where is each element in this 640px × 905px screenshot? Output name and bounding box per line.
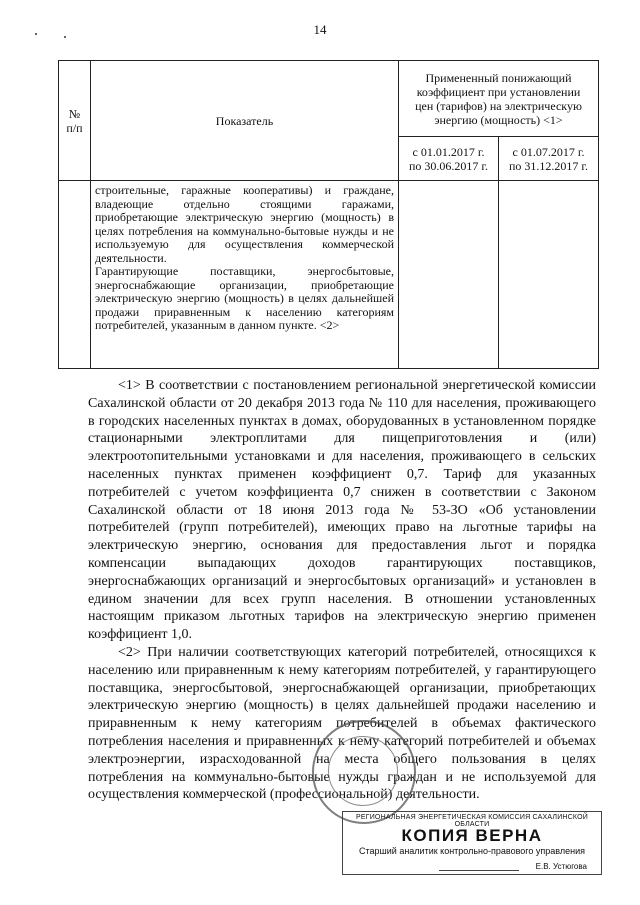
header-period-1: с 01.01.2017 г. по 30.06.2017 г. [399, 137, 499, 181]
row-period-1 [399, 181, 499, 369]
row-num [59, 181, 91, 369]
tariff-coefficient-table [58, 60, 599, 369]
header-coefficient: Примененный понижающий коэффициент при установлении цен (тарифов) на электрическую энергию (мощность) <1> [399, 61, 599, 137]
stamp-signatory: Е.В. Устюгова [535, 862, 587, 871]
signature-line [439, 870, 519, 871]
round-seal [312, 720, 416, 824]
row-indicator [91, 181, 399, 369]
footnote-2: <2> При наличии соответствующих категорий потребителей, относящихся к населению или приравненным к нему категориям потребителей, у гарантирующего поставщика, энергосбытовой, энергоснабжающей организации, приобретающих электрическую энергию (мощность) в целях дальнейшей продажи населению и приравненным к нему категориям потребителей в объемах фактического потребления населения и приравненных к нему категорий потребителей и объемах электроэнергии, израсходованной на места общего пользования в целях потребления на коммунально-бытовые нужды граждан и не используемой для осуществления коммерческой (профессиональной) деятельности. [88, 644, 596, 803]
scan-speck [64, 36, 66, 38]
table-row [59, 181, 599, 369]
header-period-2: с 01.07.2017 г. по 31.12.2017 г. [499, 137, 599, 181]
row-text-suppliers: Гарантирующие поставщики, энергосбытовые, энергоснабжающие организации, приобретающие электрическую энергию (мощность) в целях дальнейшей продажи приравненным к населению категориям потребителей, указанным в данном пункте. <2> [95, 264, 394, 332]
row-text-consumers: строительные, гаражные кооперативы) и граждане, владеющие отдельно стоящими гаражами, приобретающие электрическую энергию (мощность) в целях потребления на коммунально-бытовые нужды и не используемую для осуществления коммерческой деятельности. [95, 183, 394, 265]
row-period-2 [499, 181, 599, 369]
stamp-title: КОПИЯ ВЕРНА [401, 826, 543, 845]
copy-certified-stamp [342, 811, 602, 875]
header-indicator: Показатель [91, 61, 399, 181]
page-number: 14 [313, 22, 327, 37]
scan-speck [35, 33, 37, 35]
stamp-role: Старший аналитик контрольно-правового управления [359, 846, 585, 856]
footnote-1: <1> В соответствии с постановлением региональной энергетической комиссии Сахалинской области от 20 декабря 2013 года № 110 для населения, проживающего в городских населенных пунктах в домах, оборудованных в установленном порядке стационарными электроплитами для пищеприготовления и (или) электроотопительными установками и для населения, проживающего в сельских населенных пунктах применен коэффициент 0,7. Тариф для указанных потребителей с учетом коэффициента 0,7 снижен в соответствии с Законом Сахалинской области от 18 июня 2013 года № 53-ЗО «Об установлении потребителей (групп потребителей), имеющих право на льготные тарифы на электрическую энергию, основания для предоставления льгот и порядка компенсации выпадающих доходов гарантирующих поставщиков, энергоснабжающих организаций и энергосбытовых организаций» и установлен в едином значении для всех групп населения. В отношении установленных настоящим приказом льготных тарифов на электрическую энергию применен коэффициент 1,0. [88, 378, 596, 643]
stamp-organization: РЕГИОНАЛЬНАЯ ЭНЕРГЕТИЧЕСКАЯ КОМИССИЯ САХАЛИНСКОЙ ОБЛАСТИ [355, 814, 589, 828]
header-num: № п/п [59, 61, 91, 181]
